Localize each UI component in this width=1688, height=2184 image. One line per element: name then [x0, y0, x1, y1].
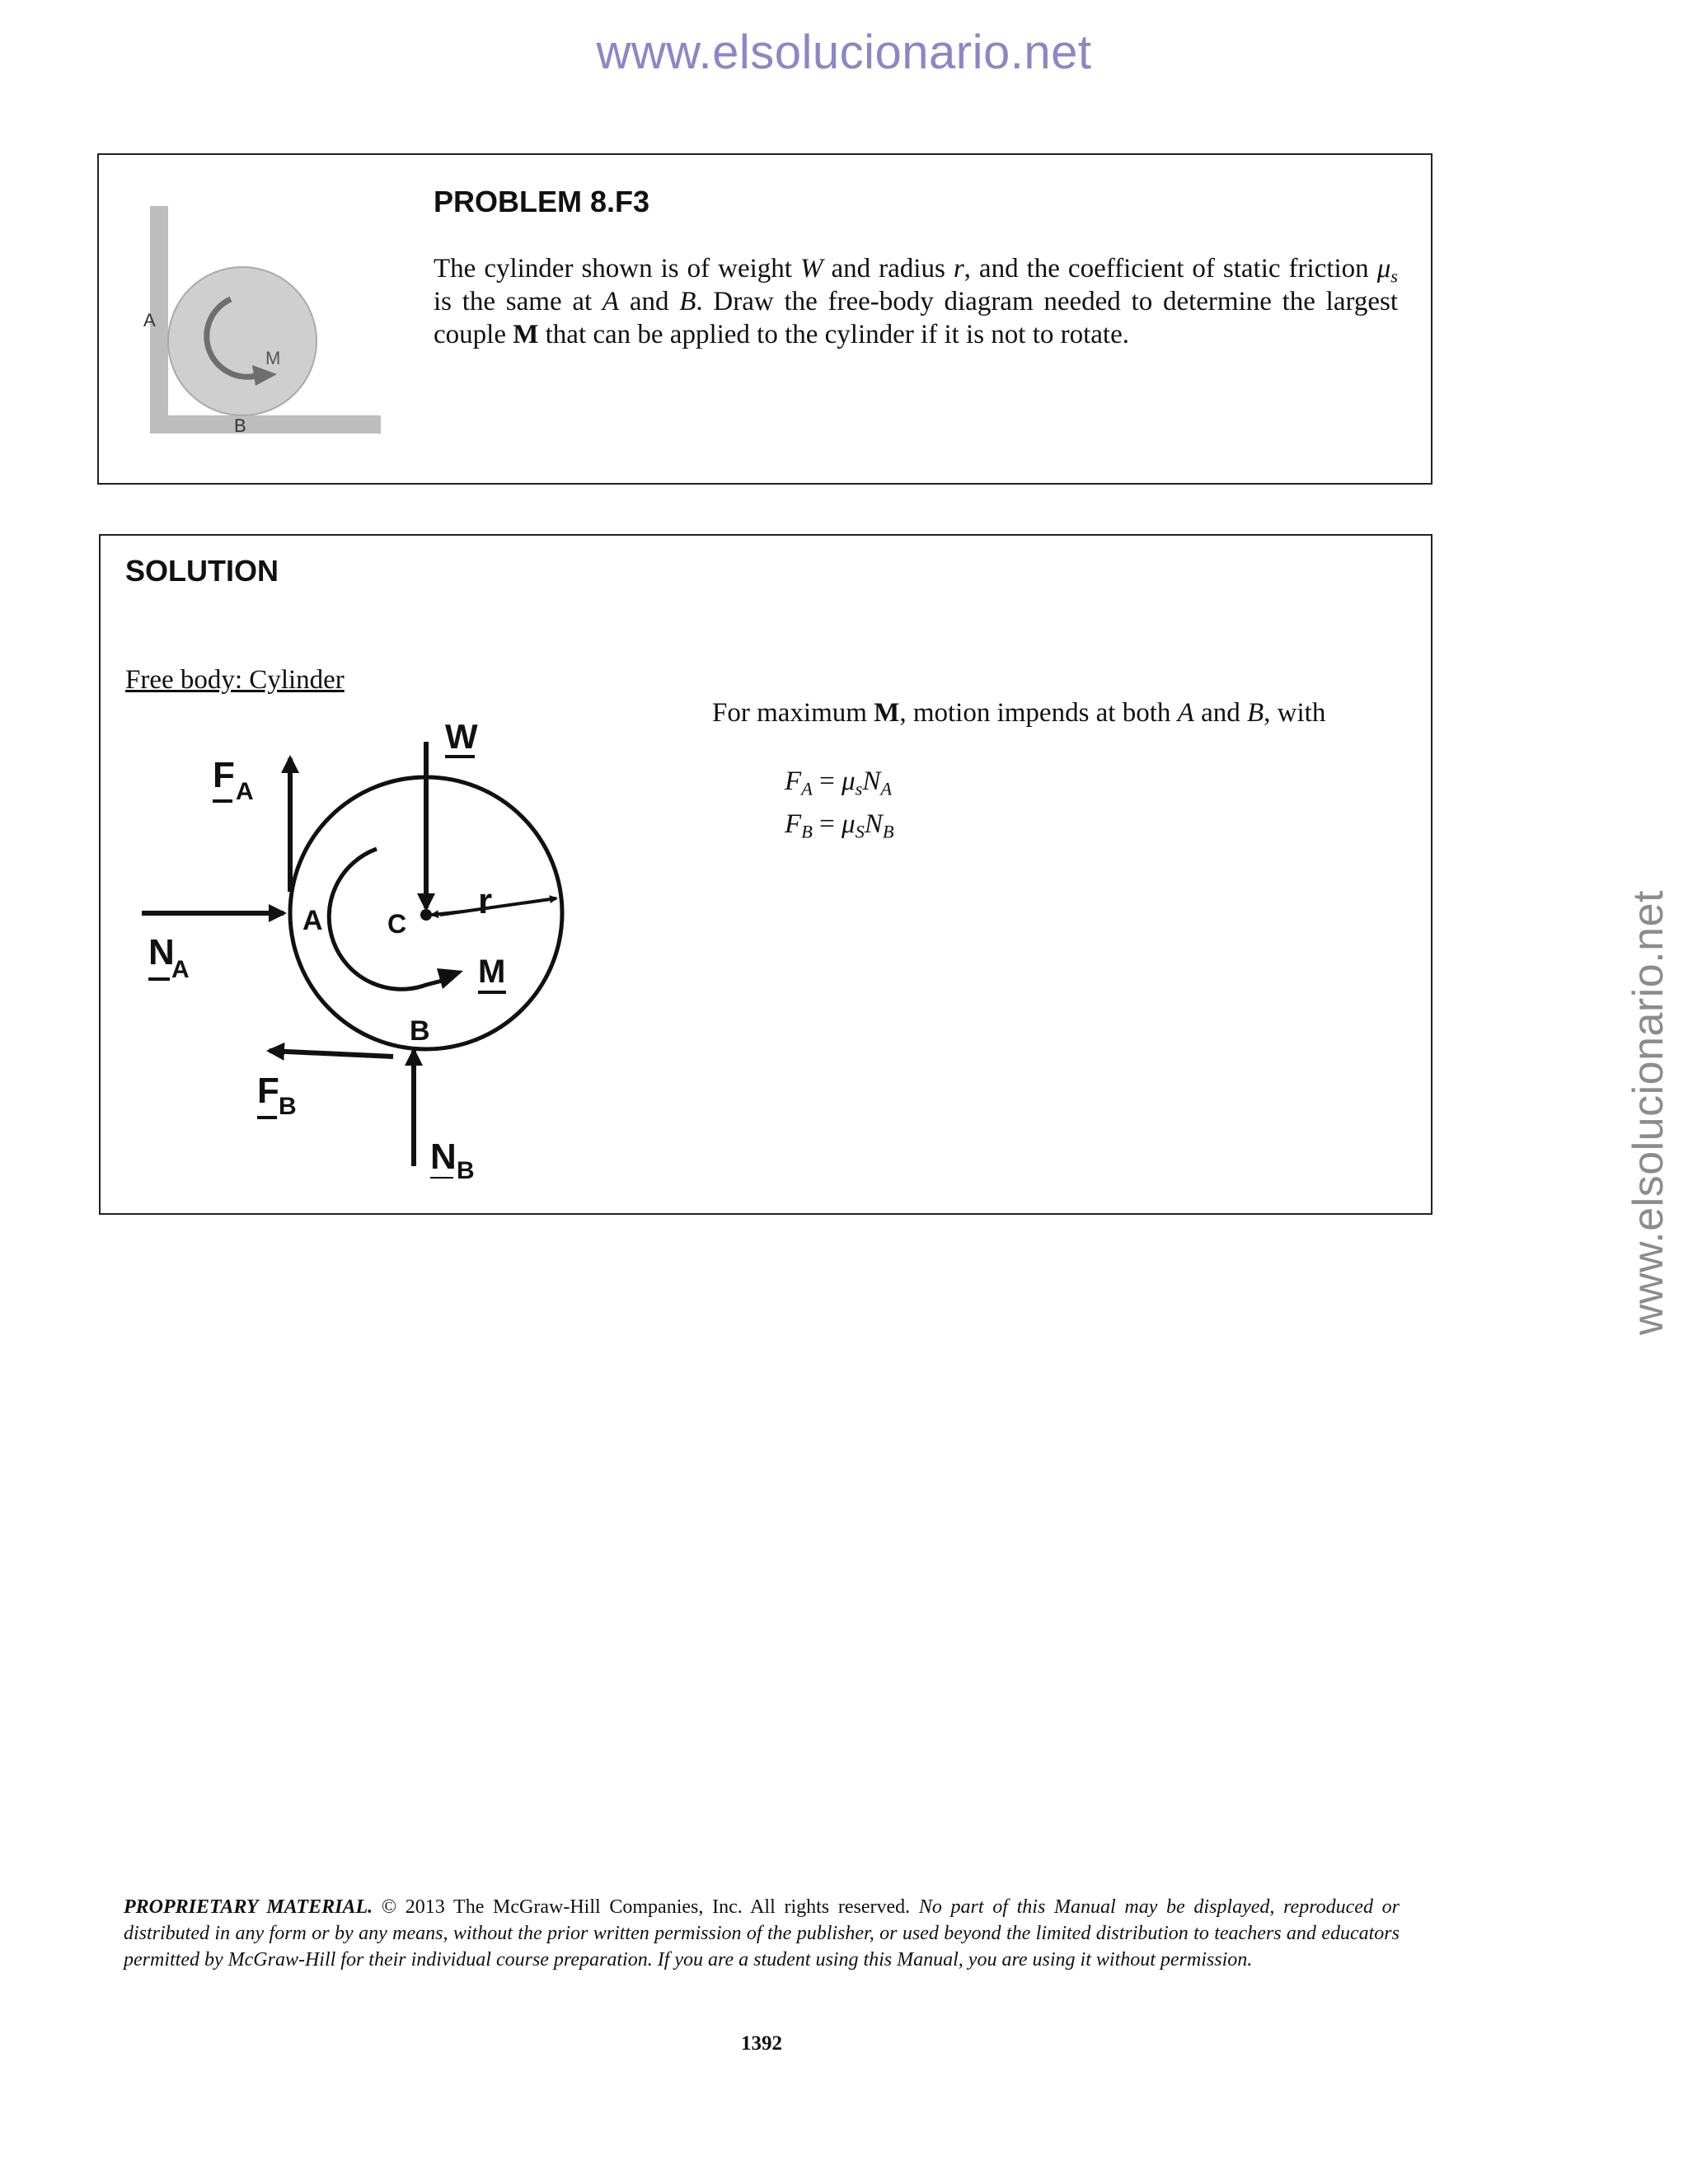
label-na-sub: A	[171, 956, 190, 983]
page-number: 1392	[741, 2032, 782, 2055]
free-body-diagram	[134, 717, 678, 1179]
problem-box	[97, 153, 1432, 485]
solution-title: SOLUTION	[125, 554, 279, 588]
free-body-label: Free body: Cylinder	[125, 665, 345, 695]
arrow-r-back	[432, 912, 463, 915]
watermark-side: www.elsolucionario.net	[1625, 890, 1672, 1335]
label-m: M	[478, 954, 506, 990]
solution-intro: For maximum M, motion impends at both A and B, with	[712, 698, 1326, 728]
label-na: N	[148, 932, 175, 972]
proprietary-notice: PROPRIETARY MATERIAL. © 2013 The McGraw-Hill Companies, Inc. All rights reserved. No part of this Manual may be displayed, reproduced or distributed in any form or by any means, without the prior written permission of the publisher, or used beyond the limited distribution to teachers and educators permitted by McGraw-Hill for their individual course preparation. If you are a student using this Manual, you are using it without permission.	[124, 1896, 1400, 1971]
label-r: r	[478, 881, 493, 921]
cylinder	[168, 267, 316, 415]
solution-box	[99, 534, 1432, 1215]
problem-statement: The cylinder shown is of weight W and radius r, and the coefficient of static friction $\mu_s$ is the same at A and B. Draw the free-body diagram needed to determine the largest couple M that can be applied to the cylinder if it is not to rotate.	[434, 254, 1399, 349]
fig-label-b: B	[234, 415, 246, 435]
label-fb-sub: B	[279, 1093, 297, 1120]
label-fa-sub: A	[236, 778, 254, 805]
label-a: A	[302, 905, 323, 936]
equation-fa: $F_A = \mu_sN_A$	[785, 766, 893, 799]
problem-figure	[140, 196, 387, 435]
label-c: C	[387, 909, 407, 939]
label-nb: N	[430, 1137, 457, 1177]
label-fa: F	[213, 755, 235, 795]
label-w: W	[445, 717, 478, 756]
label-fb: F	[257, 1071, 279, 1111]
equation-fb: $F_B = \mu_SN_B$	[785, 809, 894, 842]
watermark-top: www.elsolucionario.net	[596, 26, 1092, 79]
center-point	[420, 909, 432, 921]
floor	[150, 415, 381, 434]
arrow-fb	[270, 1051, 393, 1057]
label-nb-sub: B	[457, 1157, 475, 1179]
fig-label-a: A	[143, 310, 156, 330]
label-b: B	[410, 1015, 430, 1047]
moment-arrowhead	[437, 968, 463, 989]
fig-label-m: M	[265, 348, 281, 368]
problem-title: PROBLEM 8.F3	[434, 185, 650, 218]
